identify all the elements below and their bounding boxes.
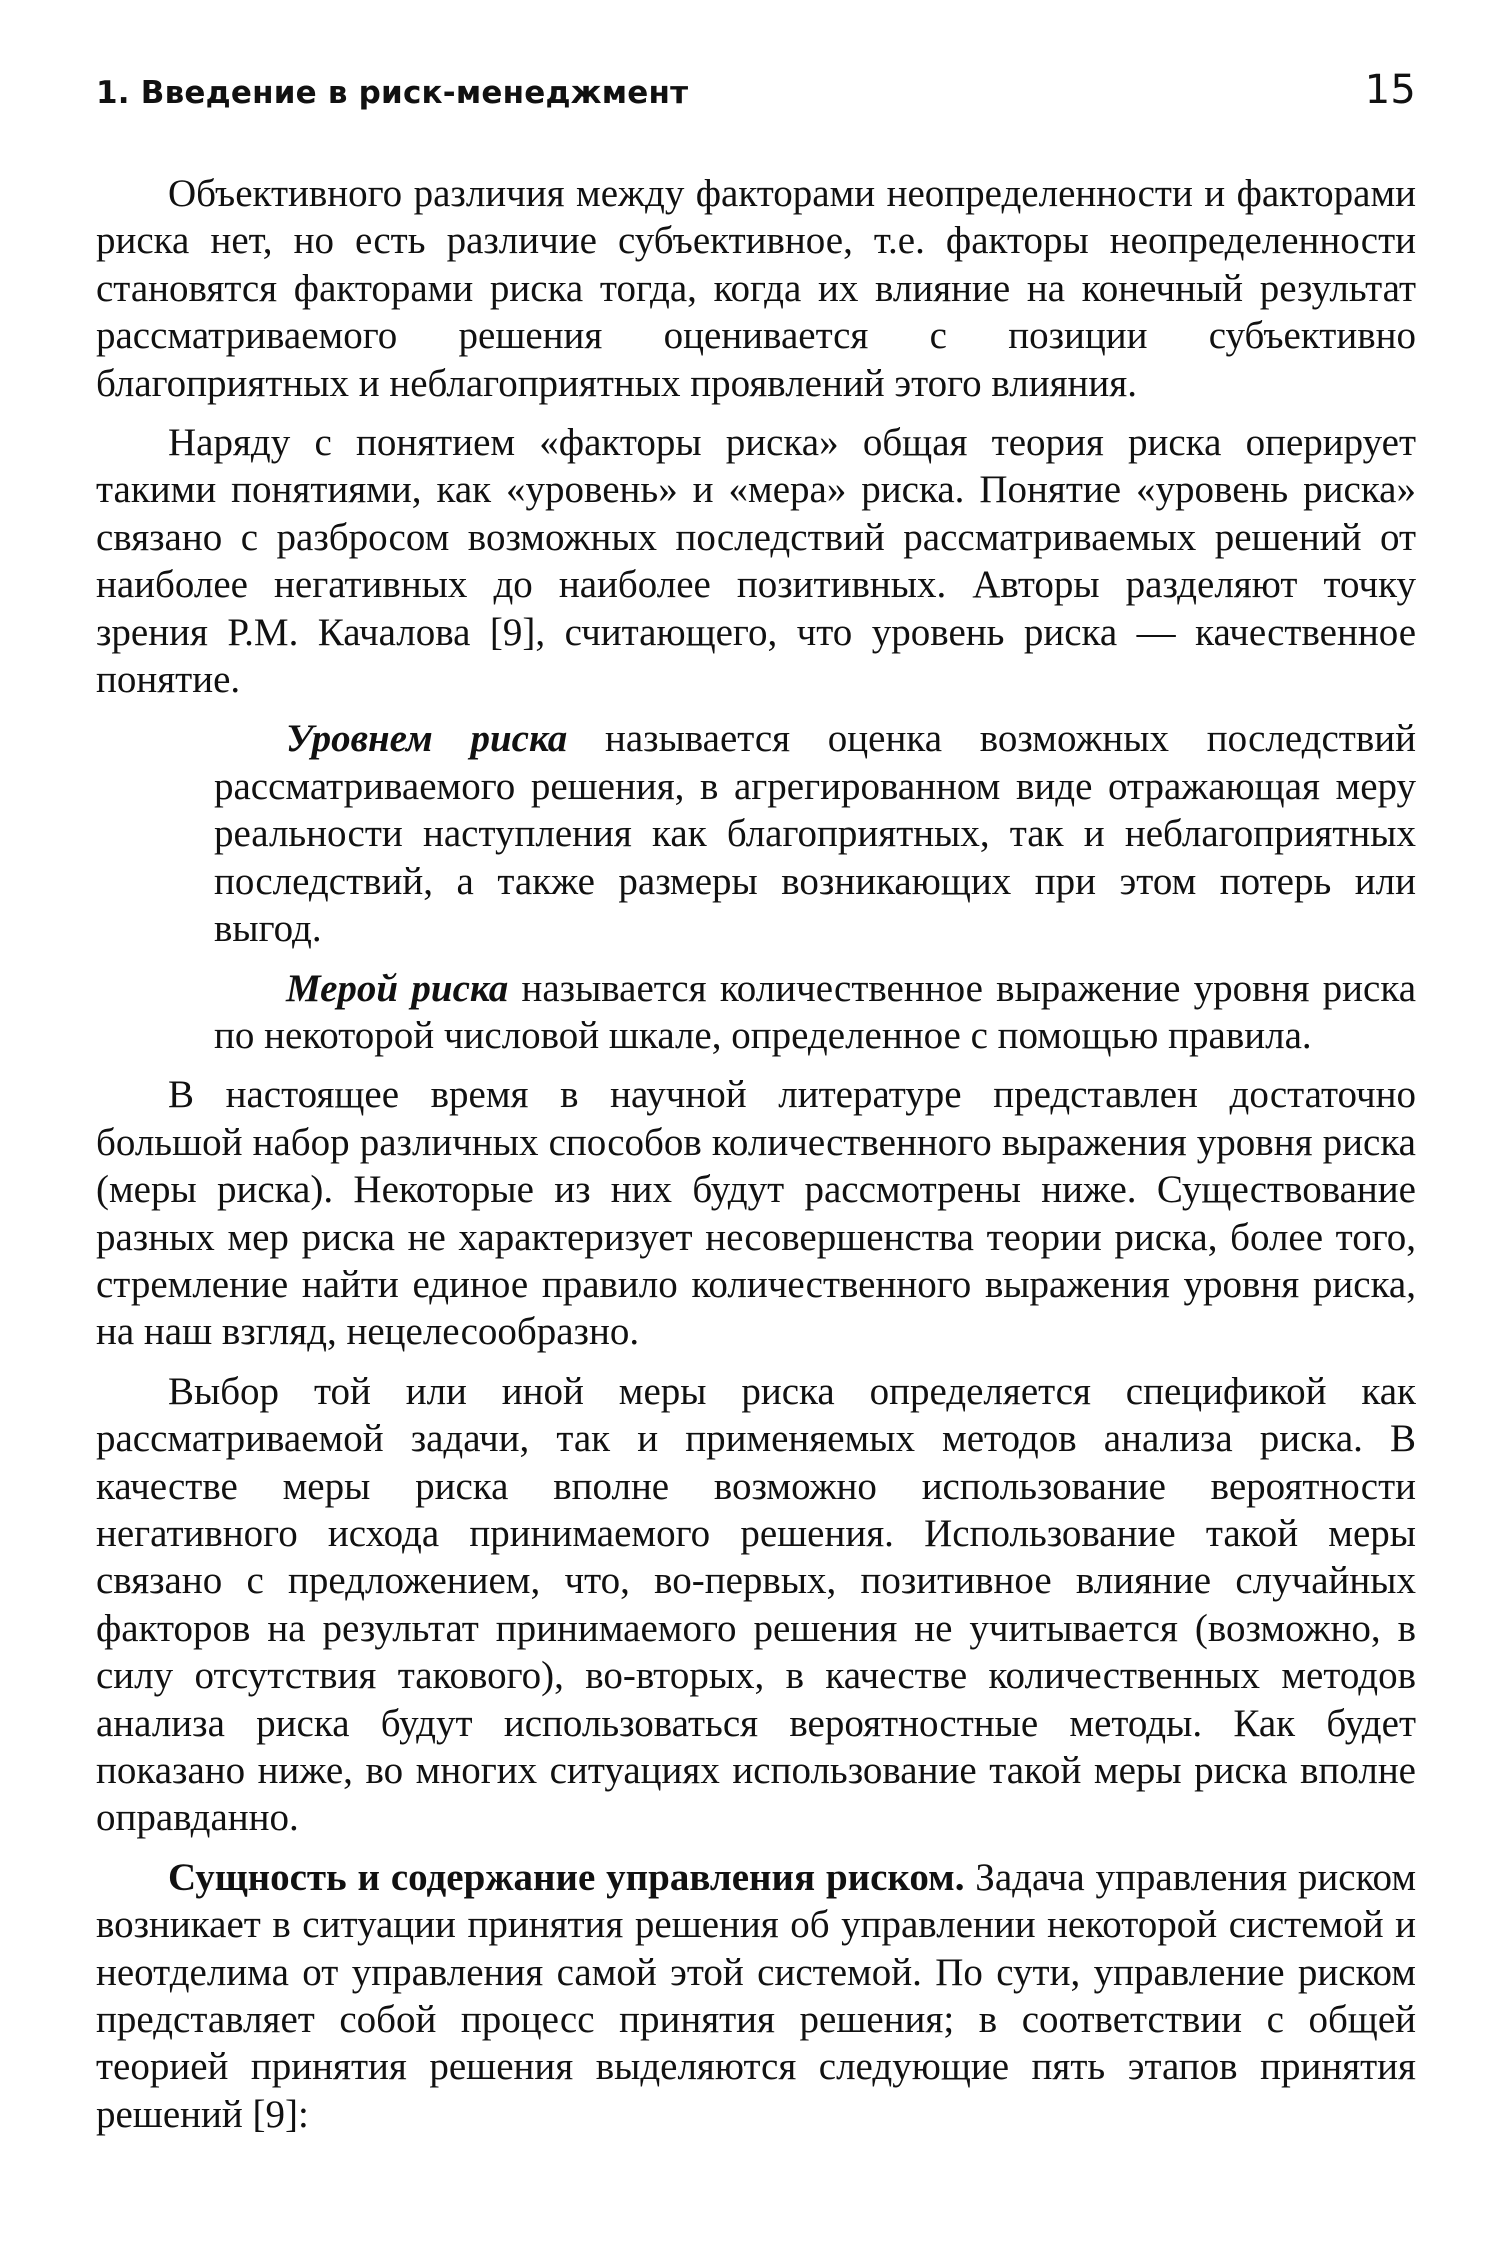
paragraph-text: В настоящее время в научной литературе представлен достаточно большой набор различных способов количественного выражения уровня риска (меры риска). Некоторые из них будут рассмотрены ниже. Существование разных мер риска не характеризует несовершенства теории риска, более того, стремление найти единое правило количественного выражения уровня риска, на наш взгляд, нецелесообразно. bbox=[96, 1073, 1416, 1354]
paragraph bbox=[96, 1854, 1416, 2138]
definition-text: называется оценка возможных последствий рассматриваемого решения, в агрегированном виде отражающая меру реальности наступления как благоприятных, так и неблагоприятных последствий, а также размеры возникающих при этом потерь или выгод. bbox=[214, 717, 1416, 951]
definition-risk-level bbox=[214, 715, 1416, 952]
paragraph bbox=[96, 419, 1416, 703]
running-head bbox=[96, 60, 1416, 120]
definition-risk-measure bbox=[214, 965, 1416, 1060]
page-number: 15 bbox=[1364, 67, 1416, 113]
defined-term: Мерой риска bbox=[286, 966, 509, 1010]
paragraph bbox=[96, 170, 1416, 407]
paragraph-text: Выбор той или иной меры риска определяется спецификой как рассматриваемой задачи, так и применяемых методов анализа риска. В качестве меры риска вполне возможно использование вероятности негативного исхода принимаемого решения. Использование такой меры связано с предложением, что, во-первых, позитивное влияние случайных факторов на результат принимаемого решения не учитывается (возможно, в силу отсутствия такового), во-вторых, в качестве количественных методов анализа риска будут использоваться вероятностные методы. Как будет показано ниже, во многих ситуациях использование такой меры риска вполне оправданно. bbox=[96, 1369, 1416, 1840]
body-text bbox=[96, 170, 1416, 2138]
paragraph bbox=[96, 1071, 1416, 1355]
paragraph-text: Наряду с понятием «факторы риска» общая теория риска оперирует такими понятиями, как «уровень» и «мера» риска. Понятие «уровень риска» связано с разбросом возможных последствий рассматриваемых решений от наиболее негативных до наиболее позитивных. Авторы разделяют точку зрения Р.М. Качалова [9], считающего, что уровень риска — качественное понятие. bbox=[96, 421, 1416, 702]
book-page bbox=[96, 60, 1416, 2240]
paragraph bbox=[96, 1368, 1416, 1842]
paragraph-text: Задача управления риском возникает в ситуации принятия решения об управлении некоторой системой и неотделима от управления самой этой системой. По сути, управление риском представляет собой процесс принятия решения; в соответствии с общей теорией принятия решения выделяются следующие пять этапов принятия решений [9]: bbox=[96, 1855, 1416, 2136]
definition-text: называется количественное выражение уровня риска по некоторой числовой шкале, определенное с помощью правила. bbox=[214, 966, 1417, 1057]
section-run-in-heading: Сущность и содержание управления риском. bbox=[168, 1855, 965, 1899]
defined-term: Уровнем риска bbox=[286, 717, 568, 761]
chapter-title: 1. Введение в риск-менеджмент bbox=[96, 75, 689, 111]
paragraph-text: Объективного различия между факторами неопределенности и факторами риска нет, но есть различие субъективное, т.е. факторы неопределенности становятся факторами риска тогда, когда их влияние на конечный результат рассматриваемого решения оценивается с позиции субъективно благоприятных и неблагоприятных проявлений этого влияния. bbox=[96, 172, 1416, 405]
